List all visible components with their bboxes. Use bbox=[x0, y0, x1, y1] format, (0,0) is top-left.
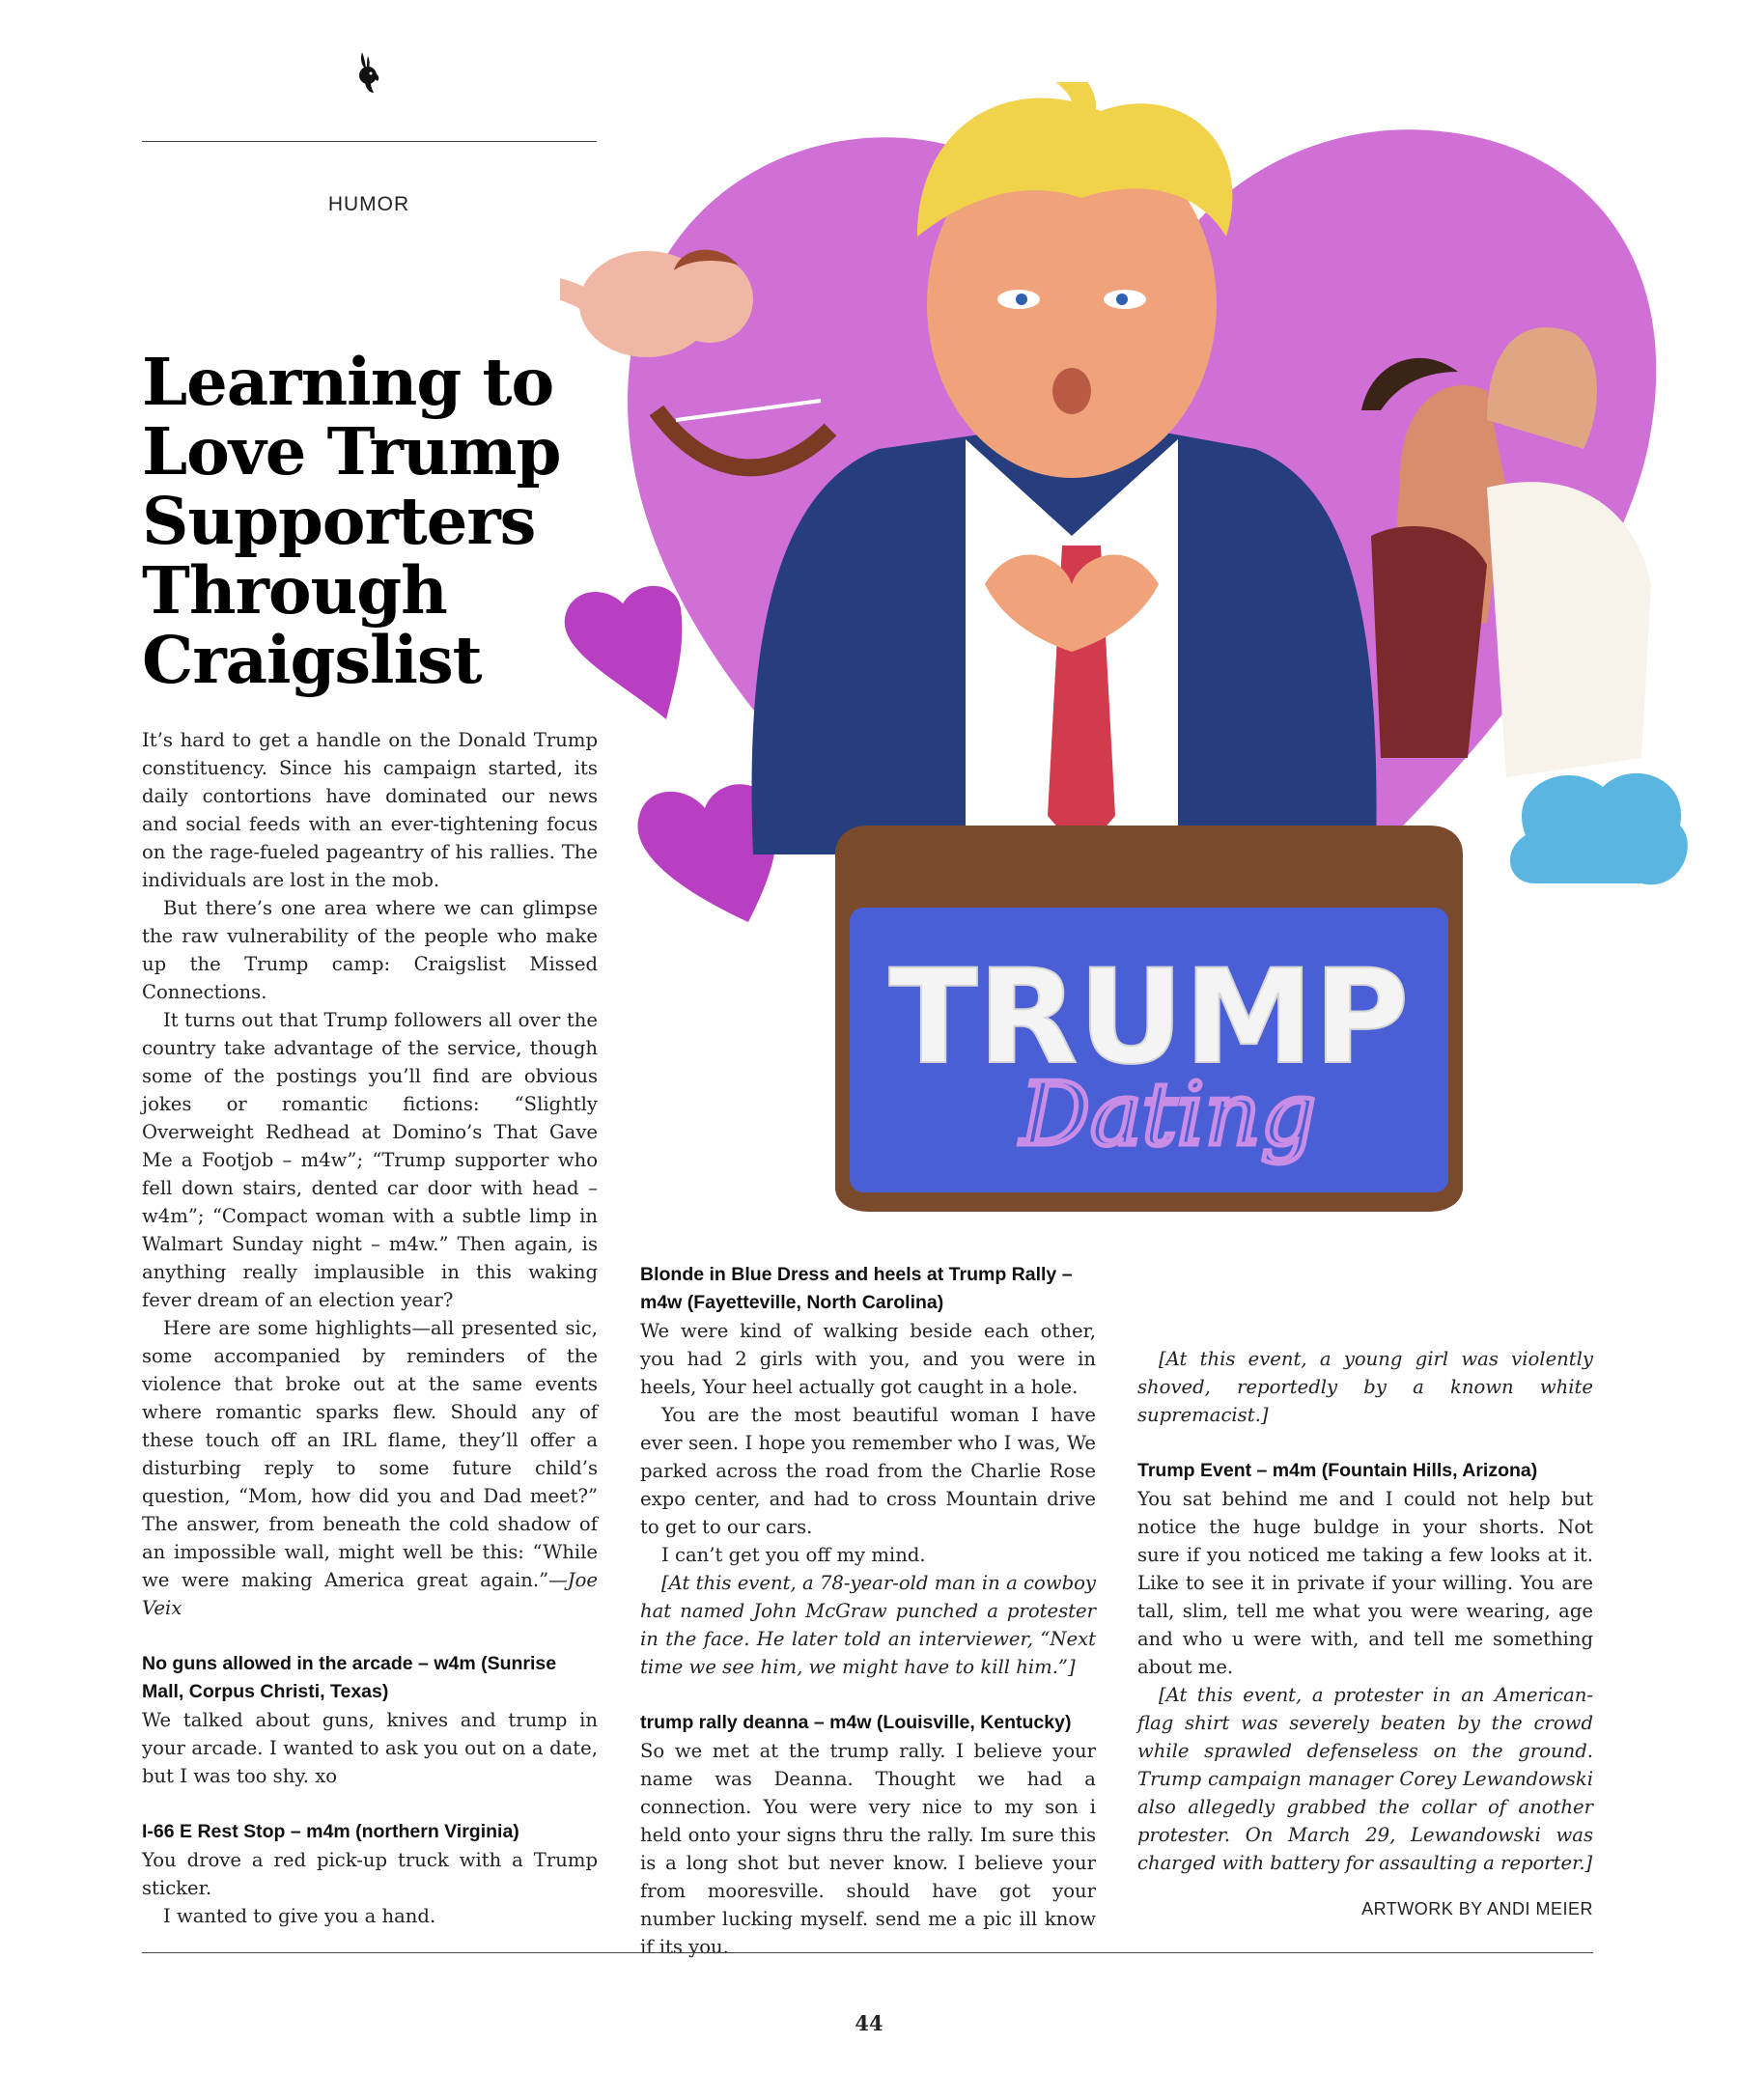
post-note-fountain: [At this event, a protester in an American-flag shirt was severely beaten by the crowd while sprawled defenseless on the ground. Trump campaign manager Corey Lewandowski also allegedly grabbed the collar of another protester. On March 29, Lewandowski was charged with battery for assaulting a reporter.] bbox=[1137, 1684, 1593, 1874]
clay-artwork-illustration bbox=[560, 82, 1738, 1212]
bunny-logo-icon bbox=[354, 50, 383, 95]
intro-paragraph-2: But there’s one area where we can glimpse the raw vulnerability of the people who make up the Trump camp: Craigslist Missed Connections. bbox=[142, 897, 598, 1003]
intro-paragraph-1: It’s hard to get a handle on the Donald Trump constituency. Since his campaign started, its daily contortions have dominated our news and social feeds with an ever-tightening focus on the rage-fueled pageantry of his rallies. The individuals are lost in the mob. bbox=[142, 729, 598, 891]
post-note-deanna: [At this event, a young girl was violently shoved, reportedly by a known white supremacist.] bbox=[1137, 1348, 1593, 1426]
post-title-blonde: Blonde in Blue Dress and heels at Trump Rally – m4w (Fayetteville, North Carolina) bbox=[640, 1264, 1073, 1313]
post-body-arcade: We talked about guns, knives and trump in your arcade. I wanted to ask you out on a date, but I was too shy. xo bbox=[142, 1709, 598, 1787]
post-title-arcade: No guns allowed in the arcade – w4m (Sunrise Mall, Corpus Christi, Texas) bbox=[142, 1653, 557, 1702]
post-note-blonde: [At this event, a 78-year-old man in a cowboy hat named John McGraw punched a protester in the face. He later told an interviewer, “Next time we see him, we might have to kill him.”] bbox=[640, 1572, 1096, 1678]
column-1 bbox=[142, 726, 598, 1930]
page-number: 44 bbox=[855, 2011, 883, 2035]
column-3 bbox=[1137, 1261, 1593, 1877]
post-title-fountain: Trump Event – m4m (Fountain Hills, Arizona) bbox=[1137, 1460, 1538, 1481]
sign-main-text: TRUMP bbox=[888, 941, 1410, 1093]
top-rule bbox=[142, 141, 597, 142]
sign-script-text: Dating bbox=[1020, 1064, 1317, 1165]
bottom-rule bbox=[142, 1952, 1593, 1953]
post-body-blonde-3: I can’t get you off my mind. bbox=[661, 1544, 926, 1566]
column-2 bbox=[640, 1261, 1096, 1961]
artwork-credit: ARTWORK BY ANDI MEIER bbox=[1361, 1899, 1593, 1918]
post-body-blonde-2: You are the most beautiful woman I have ever seen. I hope you remember who I was, We parked across the road from the Charlie Rose expo center, and had to cross Mountain drive to get to our cars. bbox=[640, 1404, 1096, 1538]
byline: —Joe Veix bbox=[142, 1569, 598, 1619]
post-body-fountain: You sat behind me and I could not help but notice the huge buldge in your shorts. Not sure if you noticed me taking a few looks at it. Like to see it in private if your willing. You are tall, slim, tell me what you were wearing, age and who u were with, and tell me something about me. bbox=[1137, 1488, 1593, 1678]
post-title-rest-stop: I-66 E Rest Stop – m4m (northern Virginia) bbox=[142, 1821, 519, 1842]
post-body-blonde-1: We were kind of walking beside each other, you had 2 girls with you, and you were in heels, Your heel actually got caught in a hole. bbox=[640, 1320, 1096, 1398]
small-heart-top bbox=[565, 586, 683, 719]
trump-dating-podium-sign bbox=[835, 826, 1463, 1212]
post-body-rest-stop-2: I wanted to give you a hand. bbox=[163, 1905, 436, 1927]
post-title-deanna: trump rally deanna – m4w (Louisville, Kentucky) bbox=[640, 1712, 1072, 1733]
intro-paragraph-3: It turns out that Trump followers all over the country take advantage of the service, though some of the postings you’ll find are obvious jokes or romantic fictions: “Slightly Overweight Redhead at Domino’s That Gave Me a Footjob – m4w”; “Trump supporter who fell down stairs, dented car door with head – w4m”; “Compact woman with a subtle limp in Walmart Sunday night – m4w.” Then again, is anything really implausible in this waking fever dream of an election year? bbox=[142, 1009, 598, 1311]
intro-paragraph-4: Here are some highlights—all presented sic, some accompanied by reminders of the violence that broke out at the same events where romantic sparks flew. Should any of these touch off an IRL flame, they’ll offer a disturbing reply to some future child’s question, “Mom, how did you and Dad meet?” The answer, from beneath the cold shadow of an impossible wall, might well be this: “While we were making America great again.”—Joe Veix bbox=[142, 1317, 598, 1619]
headline: Learning to Love Trump Supporters Through Craigslist bbox=[142, 344, 561, 698]
section-label: HUMOR bbox=[327, 193, 410, 215]
post-body-deanna: So we met at the trump rally. I believe your name was Deanna. Thought we had a connection. You were very nice to my son i held onto your signs thru the rally. Im sure this is a long shot but never know. I believe your from mooresville. should have got your number lucking myself. send me a pic ill know if its you. bbox=[640, 1740, 1096, 1958]
post-body-rest-stop-1: You drove a red pick-up truck with a Trump sticker. bbox=[142, 1849, 598, 1899]
